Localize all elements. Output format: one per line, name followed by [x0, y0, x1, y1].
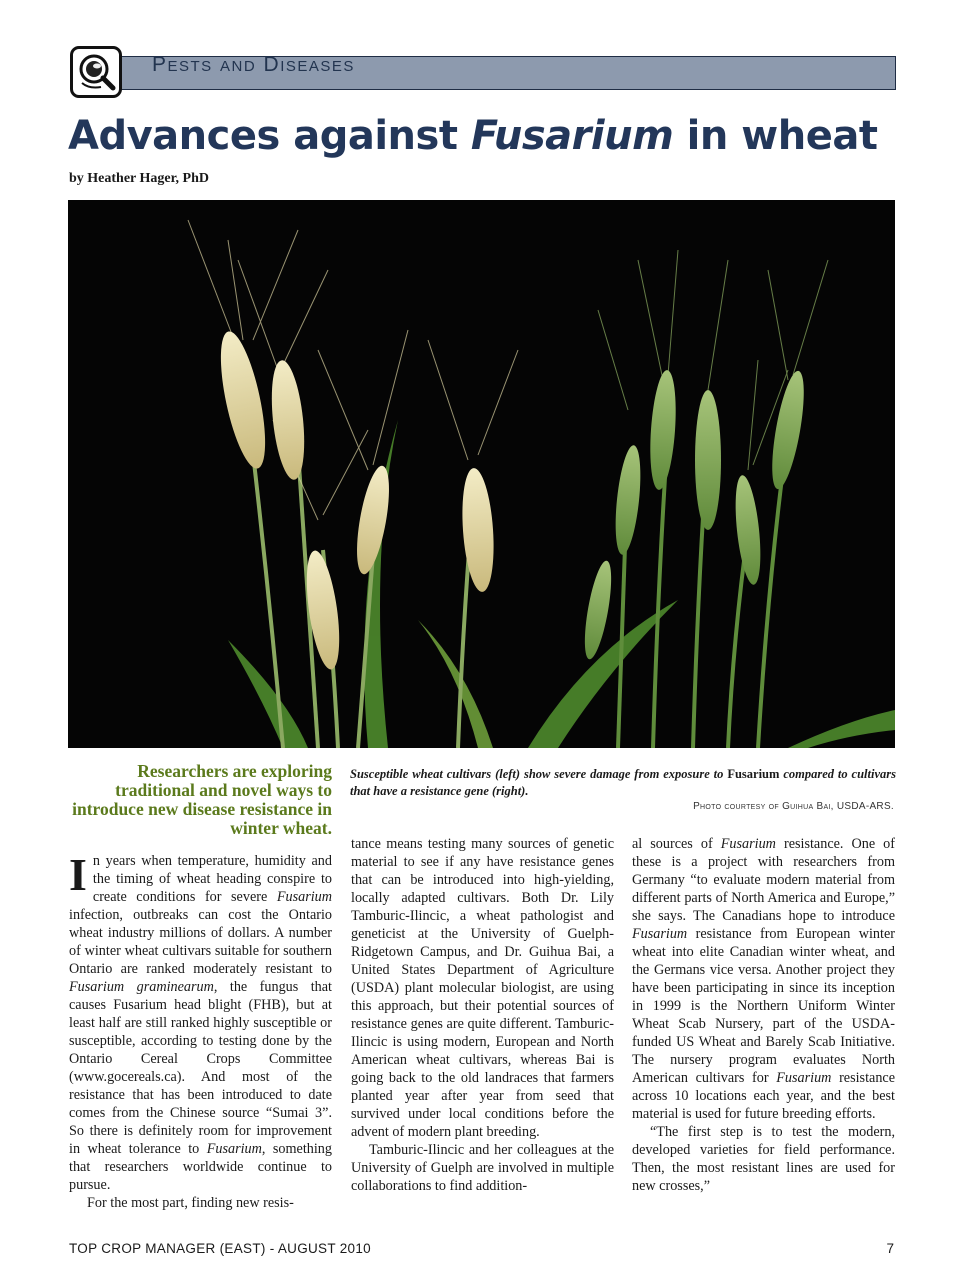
paragraph — [69, 849, 332, 1194]
caption-fusarium: Fusarium — [727, 767, 780, 781]
paragraph: “The first step is to test the modern, developed varieties for field performance. Then, the most resistant lines are used for new crosses,” — [632, 1124, 895, 1194]
text-run: resistance across 10 locations each year, and the best material is used for future breeding efforts. — [632, 1070, 896, 1122]
drop-cap: I — [69, 849, 87, 900]
byline: by Heather Hager, PhD — [69, 171, 209, 186]
title-part-1: Advances against — [68, 113, 471, 159]
paragraph — [632, 835, 895, 1123]
wheat-heads-photo — [68, 200, 895, 748]
title-part-2: in wheat — [673, 113, 878, 159]
section-label: Pests and Diseases — [152, 53, 355, 76]
body-column-3 — [632, 835, 895, 1195]
caption-text-1: Susceptible wheat cultivars (left) show severe damage from exposure to — [350, 767, 728, 781]
text-run-italic: Fusarium graminearum — [69, 979, 214, 995]
title-italic-fusarium: Fusarium — [470, 113, 674, 159]
photo-caption — [350, 766, 896, 800]
text-run: , the fungus that causes Fusarium head blight (FHB), but at least half are still ranked highly susceptible or susceptible, according to testing done by the Ontario Cereal Crops Committee (www.gocereals.ca). And most of the resistance that has been introduced to date comes from the Chinese source “Sumai 3”. So there is definitely room for improvement in wheat tolerance to — [69, 979, 332, 1157]
text-run: al sources of — [632, 836, 721, 852]
footer-publication: TOP CROP MANAGER (EAST) - AUGUST 2010 — [69, 1241, 371, 1256]
text-run-italic: Fusarium — [206, 1141, 262, 1157]
magnifier-bug-icon — [70, 46, 122, 98]
article-title — [68, 108, 928, 164]
text-run: resistance from European winter wheat into elite Canadian winter wheat, and the Germans vice versa. Another project they have been participating in since its inception in 1999 is the Northern Uniform Winter Wheat Scab Nursery, part of the USDA-funded US Wheat and Barely Scab Initiative. The nursery program evaluates North American cultivars for — [632, 926, 895, 1086]
caption-text-2: compared to cultivars that have a resistance gene (right). — [350, 767, 896, 798]
text-run-italic: Fusarium — [720, 836, 776, 852]
text-run: , something that researchers worldwide continue to pursue. — [69, 1141, 332, 1193]
paragraph: For the most part, finding new resis- — [87, 1195, 294, 1211]
text-run-italic: Fusarium — [276, 889, 332, 905]
pull-quote: Researchers are exploring traditional and novel ways to introduce new disease resistance in winter wheat. — [72, 761, 332, 838]
text-run-italic: Fusarium — [776, 1070, 832, 1086]
photo-credit: Photo courtesy of Guihua Bai, USDA-ARS. — [693, 801, 894, 812]
page-number: 7 — [886, 1241, 894, 1256]
body-column-1 — [69, 849, 332, 1212]
body-column-2 — [351, 835, 614, 1195]
paragraph: tance means testing many sources of genetic material to see if any have resistance genes that can be introduced into high-yielding, locally adapted cultivars. Both Dr. Lily Tamburic-Ilincic, a wheat pathologist and geneticist at the University of Guelph-Ridgetown Campus, and Dr. Guihua Bai, a United States Department of Agriculture (USDA) plant molecular biologist, are using this approach, but their potential sources of resistance genes are quite different. Tamburic-Ilincic is using modern, European and North American wheat cultivars, whereas Bai is going back to the old landraces that farmers planted year after year from seed that survived under local conditions before the advent of modern plant breeding. — [351, 836, 614, 1140]
section-header — [70, 46, 896, 98]
text-run-italic: Fusarium — [632, 926, 688, 942]
text-run: resistance. One of these is a project with researchers from Germany “to evaluate modern material from different parts of North America and Europe,” she says. The Canadians hope to introduce — [632, 836, 896, 924]
paragraph: Tamburic-Ilincic and her colleagues at the University of Guelph are involved in multiple collaborations to find addition- — [351, 1142, 614, 1194]
text-run: infection, outbreaks can cost the Ontario wheat industry millions of dollars. A number of winter wheat cultivars suitable for southern Ontario are ranked moderately resistant to — [69, 907, 332, 977]
text-run: n years when temperature, humidity and the timing of wheat heading conspire to create conditions for severe — [92, 853, 332, 905]
